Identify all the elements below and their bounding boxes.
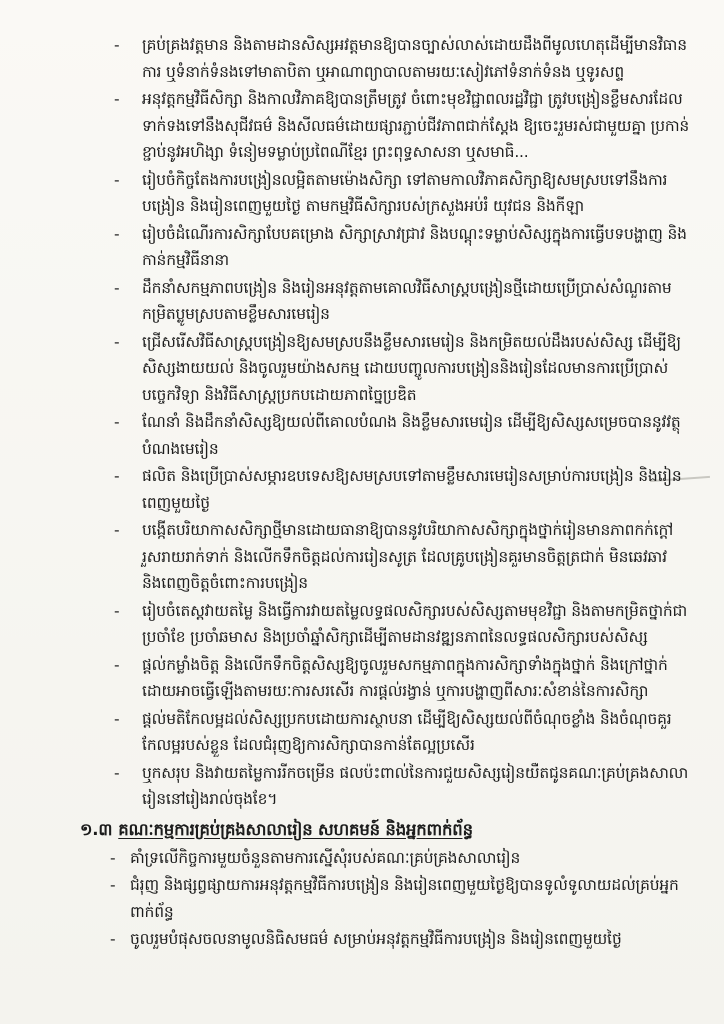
bullet-dash: - <box>114 332 120 351</box>
list-item-text: ជ្រើសរើសវិធីសាស្ត្របង្រៀនឱ្យសមស្របនឹងខ្លឹមសារមេរៀន និងកម្រិតយល់ដឹងរបស់សិស្ស ដើម្បីឱ្យសិស្សងាយយល់ និងចូលរួមយ៉ាងសកម្ម ដោយបញ្ចូលការបង្រៀននិងរៀនដែលមានការប្រើប្រាស់បច្ចេកវិទ្យា និងវិធីសាស្ត្រប្រកបដោយភាពច្នៃប្រឌិត <box>142 332 681 404</box>
list-item-text: ដឹកនាំសកម្មភាពបង្រៀន និងរៀនអនុវត្តតាមគោលវិធីសាស្ត្របង្រៀនថ្មីដោយប្រើប្រាស់សំណួរតាមកម្រិតប្លូមស្របតាមខ្លឹមសារមេរៀន <box>142 278 672 323</box>
list-item <box>80 517 690 597</box>
list-item <box>80 167 690 220</box>
list-item-text: រៀបចំកិច្ចតែងការបង្រៀនលម្អិតតាមម៉ោងសិក្សា ទៅតាមកាលវិភាគសិក្សាឱ្យសមស្របទៅនឹងការបង្រៀន និងរៀនពេញមួយថ្ងៃ តាមកម្មវិធីសិក្សារបស់ក្រសួងអប់រំ យុវជន និងកីឡា <box>142 170 668 215</box>
list-item <box>80 760 690 813</box>
section-number: ១.៣ <box>80 819 113 839</box>
list-item-text: រៀបចំតេស្តវាយតម្លៃ និងធ្វើការវាយតម្លៃលទ្ធផលសិក្សារបស់សិស្សតាមមុខវិជ្ជា និងតាមកម្រិតថ្នាក់ជាប្រចាំខែ ប្រចាំឆមាស និងប្រចាំឆ្នាំសិក្សាដើម្បីតាមដានវឌ្ឍនភាពនៃលទ្ធផលសិក្សារបស់សិស្ស <box>142 601 688 646</box>
list-item <box>80 845 690 872</box>
list-item <box>80 329 690 409</box>
list-item-text: ផលិត និងប្រើប្រាស់សម្ភារឧបទេសឱ្យសមស្របទៅតាមខ្លឹមសារមេរៀនសម្រាប់ការបង្រៀន និងរៀនពេញមួយថ្ងៃ <box>142 467 682 512</box>
bullet-dash: - <box>110 930 116 948</box>
bullet-dash: - <box>114 278 120 297</box>
bullet-dash: - <box>114 467 120 485</box>
list-item <box>80 32 690 85</box>
list-item <box>80 706 690 759</box>
document-body <box>80 32 690 954</box>
bullet-dash: - <box>114 90 120 108</box>
list-item-text: គ្រប់គ្រងវត្តមាន និងតាមដានសិស្សអវត្តមានឱ្យបានច្បាស់លាស់ដោយដឹងពីមូលហេតុដើម្បីមានវិធានការ ឬទំនាក់ទំនងទៅមាតាបិតា ឬអាណាព្យាបាលតាមរយៈសៀវភៅទំនាក់ទំនង ឬទូរសព្ទ <box>142 36 687 81</box>
bullet-dash: - <box>114 709 120 728</box>
bullet-dash: - <box>114 655 120 674</box>
list-item <box>80 598 690 651</box>
bullet-dash: - <box>110 848 116 867</box>
list-item <box>80 275 690 328</box>
bullet-dash: - <box>114 36 120 54</box>
bullet-dash: - <box>114 413 120 431</box>
bullet-dash: - <box>110 876 116 894</box>
bullet-dash: - <box>114 521 120 539</box>
list-item-text: ផ្តល់កម្លាំងចិត្ត និងលើកទឹកចិត្តសិស្សឱ្យចូលរួមសកម្មភាពក្នុងការសិក្សាទាំងក្នុងថ្នាក់ និងក្រៅថ្នាក់ដោយអាចធ្វើឡើងតាមរយៈការសរសើរ ការផ្តល់រង្វាន់ ឬការបង្ហាញពីសារៈសំខាន់នៃការសិក្សា <box>142 655 668 700</box>
list-item-text: អនុវត្តកម្មវិធីសិក្សា និងកាលវិភាគឱ្យបានត្រឹមត្រូវ ចំពោះមុខវិជ្ជាពលរដ្ឋវិជ្ជា ត្រូវបង្រៀនខ្លឹមសារដែលទាក់ទងទៅនឹងសុជីវធម៌ និងសីលធម៌ដោយផ្សារភ្ជាប់ជីវភាពជាក់ស្តែង ឱ្យចេះរួមរស់ជាមួយគ្នា ប្រកាន់ខ្ជាប់នូវអហិង្សា ទំនៀមទម្លាប់ប្រពៃណីខ្មែរ ព្រះពុទ្ធសាសនា ឬសមាធិ... <box>142 90 690 161</box>
list-item <box>80 221 690 274</box>
list-item <box>80 652 690 705</box>
list-item-text: ជំរុញ និងផ្សព្វផ្សាយការអនុវត្តកម្មវិធីការបង្រៀន និងរៀនពេញមួយថ្ងៃឱ្យបានទូលំទូលាយដល់គ្រប់អ្នកពាក់ព័ន្ធ <box>130 876 679 921</box>
list-item <box>80 872 690 925</box>
bullet-dash: - <box>114 224 120 243</box>
bullet-dash: - <box>114 763 120 782</box>
bullet-dash: - <box>114 601 120 620</box>
list-item <box>80 86 690 166</box>
list-item-text: បង្កើតបរិយាកាសសិក្សាថ្មីមានដោយធានាឱ្យបាននូវបរិយាកាសសិក្សាក្នុងថ្នាក់រៀនមានភាពកក់ក្តៅរួសរាយរាក់ទាក់ និងលើកទឹកចិត្តដល់ការរៀនសូត្រ ដែលគ្រូបង្រៀនគួរមានចិត្តត្រជាក់ មិនឆេវឆាវ និងពេញចិត្តចំពោះការបង្រៀន <box>142 521 674 592</box>
section-title: គណៈកម្មការគ្រប់គ្រងសាលារៀន សហគមន៍ និងអ្នកពាក់ព័ន្ធ <box>118 819 473 839</box>
bullet-dash: - <box>114 170 120 189</box>
list-item <box>80 926 690 953</box>
list-item <box>80 409 690 462</box>
list-item-text: រៀបចំដំណើរការសិក្សាបែបគម្រោង សិក្សាស្រាវជ្រាវ និងបណ្តុះទម្លាប់សិស្សក្នុងការធ្វើបទបង្ហាញ និងកាន់កម្មវិធីនានា <box>142 224 687 269</box>
list-item-text: គាំទ្រលើកិច្ចការមួយចំនួនតាមការស្នើសុំរបស់គណៈគ្រប់គ្រងសាលារៀន <box>130 848 521 867</box>
list-item-text: ឬកសរុប និងវាយតម្លៃការរីកចម្រើន ផលប៉ះពាល់នៃការជួយសិស្សរៀនយឺតជូនគណៈគ្រប់គ្រងសាលារៀននៅរៀងរាល់ចុងខែ។ <box>142 763 689 808</box>
stakeholder-list <box>80 845 690 953</box>
section-heading <box>80 815 690 845</box>
list-item <box>80 463 690 516</box>
list-item-text: ផ្តល់មតិកែលម្អដល់សិស្សប្រកបដោយការស្ថាបនា ដើម្បីឱ្យសិស្សយល់ពីចំណុចខ្លាំង និងចំណុចគួរកែលម្អរបស់ខ្លួន ដែលជំរុញឱ្យការសិក្សាបានកាន់តែល្អប្រសើរ <box>142 709 672 754</box>
list-item-text: ណែនាំ និងដឹកនាំសិស្សឱ្យយល់ពីគោលបំណង និងខ្លឹមសារមេរៀន ដើម្បីឱ្យសិស្សសម្រេចបាននូវវត្ថុបំណងមេរៀន <box>142 413 681 458</box>
responsibility-list <box>80 32 690 813</box>
list-item-text: ចូលរួមបំផុសចលនាមូលនិធិសមធម៌ សម្រាប់អនុវត្តកម្មវិធីការបង្រៀន និងរៀនពេញមួយថ្ងៃ <box>130 930 622 948</box>
